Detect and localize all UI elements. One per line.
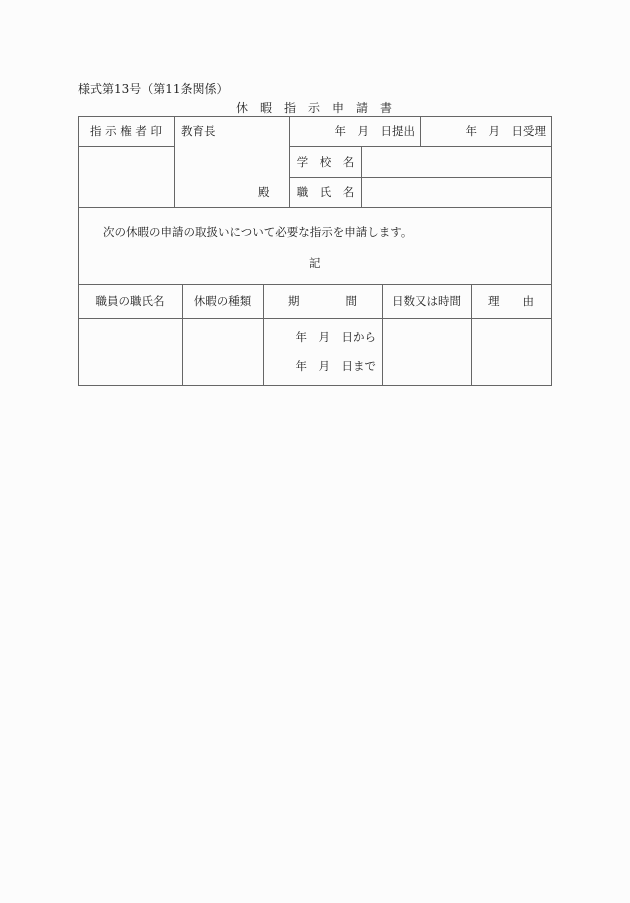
- column-header-staff-name: [78, 284, 182, 318]
- column-header-staff-name-text: 職員の職氏名: [95, 294, 165, 308]
- received-date-text: 年 月 日受理: [465, 124, 546, 138]
- received-date-field[interactable]: [421, 116, 546, 146]
- addressee-text: 教育長: [181, 124, 216, 138]
- period-from-field[interactable]: [264, 326, 376, 348]
- column-header-duration-text: 日数又は時間: [392, 294, 461, 308]
- school-name-label-text: 学 校 名: [296, 154, 355, 169]
- honorific: [258, 177, 270, 207]
- staff-name-input[interactable]: [79, 319, 182, 385]
- addressee: [181, 116, 216, 146]
- column-header-reason: [471, 284, 551, 318]
- submitted-date-field[interactable]: [290, 116, 415, 146]
- form-number: 様式第13号（第11条関係）: [78, 82, 229, 96]
- document-title: 休 暇 指 示 申 請 書: [236, 101, 393, 115]
- column-header-period-text: 期 間: [288, 294, 357, 308]
- position-name-label: [290, 177, 361, 207]
- leave-type-input[interactable]: [183, 319, 263, 385]
- period-to-text: 年 月 日まで: [295, 359, 376, 373]
- period-to-field[interactable]: [264, 355, 376, 377]
- position-name-label-text: 職 氏 名: [296, 185, 355, 199]
- column-header-leave-type-text: 休暇の種類: [193, 294, 252, 308]
- authority-seal-box[interactable]: [79, 147, 174, 207]
- period-from-text: 年 月 日から: [295, 330, 376, 344]
- note-label: 記: [309, 256, 321, 270]
- authority-seal-label-text: 指 示 権 者 印: [89, 124, 163, 138]
- school-name-label: [290, 146, 361, 177]
- submitted-date-text: 年 月 日提出: [334, 124, 415, 138]
- column-header-duration: [382, 284, 471, 318]
- column-header-reason-text: 理 由: [488, 294, 534, 308]
- school-name-input[interactable]: [362, 146, 557, 177]
- position-name-input[interactable]: [362, 177, 557, 207]
- reason-input[interactable]: [472, 319, 551, 385]
- column-header-leave-type: [182, 284, 263, 318]
- request-text: 次の休暇の申請の取扱いについて必要な指示を申請します。: [103, 225, 413, 239]
- duration-input[interactable]: [383, 319, 471, 385]
- authority-seal-label: [78, 116, 174, 146]
- column-header-period: [263, 284, 382, 318]
- honorific-text: 殿: [258, 185, 270, 199]
